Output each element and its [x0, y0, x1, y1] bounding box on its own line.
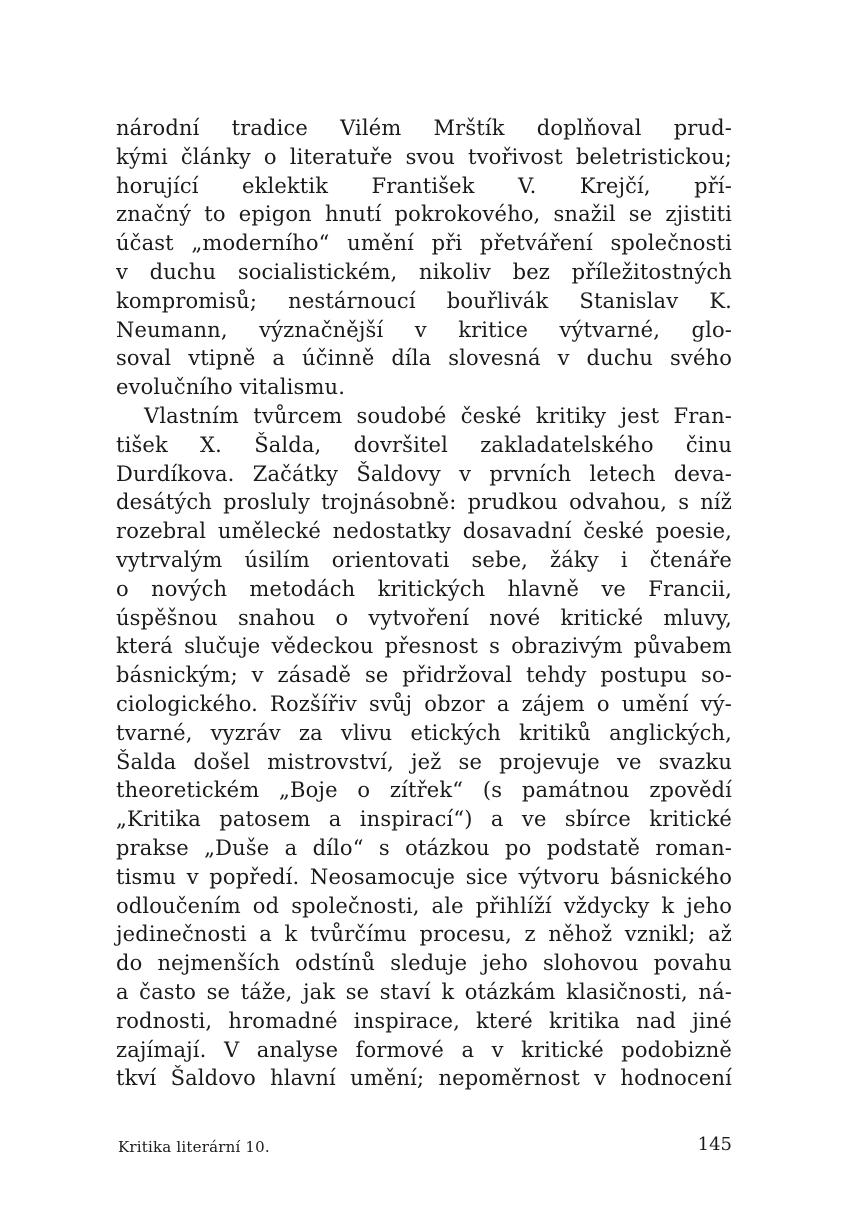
text-line: značný to epigon hnutí pokrokového, snažil se zjistiti — [116, 202, 732, 227]
text-line: soval vtipně a účinně díla slovesná v duchu svého — [116, 346, 732, 371]
text-line: do nejmenších odstínů sleduje jeho slohovou povahu — [116, 951, 732, 976]
body-text — [116, 114, 732, 1093]
text-line: Durdíkova. Začátky Šaldovy v prvních letech deva- — [116, 461, 732, 486]
page-number: 145 — [697, 1134, 732, 1155]
text-line: desátých prosluly trojnásobně: prudkou odvahou, s níž — [116, 490, 732, 515]
text-line: ciologického. Rozšířiv svůj obzor a zájem o umění vý- — [116, 691, 732, 716]
text-line: horující eklektik František V. Krejčí, pří- — [116, 173, 732, 198]
text-line: evolučního vitalismu. — [116, 375, 346, 400]
text-line: Vlastním tvůrcem soudobé české kritiky jest Fran- — [144, 403, 732, 428]
printer-signature: Kritika literární 10. — [118, 1138, 270, 1156]
text-line: rozebral umělecké nedostatky dosavadní české poesie, — [116, 519, 732, 544]
text-line: tkví Šaldovo hlavní umění; nepoměrnost v hodnocení — [116, 1066, 732, 1091]
text-line: zajímají. V analyse formové a v kritické podobizně — [116, 1037, 732, 1062]
text-line: Neumann, význačnější v kritice výtvarné, glo- — [116, 317, 732, 342]
text-line: rodnosti, hromadné inspirace, které kritika nad jiné — [116, 1008, 732, 1033]
text-line: odloučením od společnosti, ale přihlíží vždycky k jeho — [116, 893, 732, 918]
text-line: básnickým; v zásadě se přidržoval tehdy postupu so- — [116, 663, 732, 688]
text-line: úspěšnou snahou o vytvoření nové kritické mluvy, — [116, 605, 732, 630]
text-line: v duchu socialistickém, nikoliv bez příležitostných — [116, 259, 732, 284]
text-line: národní tradice Vilém Mrštík doplňoval prud- — [116, 116, 732, 140]
text-line: Šalda došel mistrovství, jež se projevuje ve svazku — [116, 749, 732, 774]
text-line: o nových metodách kritických hlavně ve Francii, — [116, 576, 732, 601]
text-line: která slučuje vědeckou přesnost s obrazivým půvabem — [116, 634, 732, 659]
text-line: tišek X. Šalda, dovršitel zakladatelského činu — [116, 432, 732, 457]
text-line: tvarné, vyzráv za vlivu etických kritiků anglických, — [116, 720, 732, 745]
text-line: a často se táže, jak se staví k otázkám klasičnosti, ná- — [116, 979, 732, 1004]
text-line: vytrvalým úsilím orientovati sebe, žáky i čtenáře — [116, 547, 732, 572]
text-line: theoretickém „Boje o zítřek“ (s památnou zpovědí — [116, 778, 732, 803]
text-line: kompromisů; nestárnoucí bouřlivák Stanislav K. — [116, 288, 732, 313]
text-line: tismu v popředí. Neosamocuje sice výtvoru básnického — [116, 864, 732, 889]
text-line: „Kritika patosem a inspirací“) a ve sbírce kritické — [116, 807, 732, 832]
text-line: účast „moderního“ umění při přetváření společnosti — [116, 231, 732, 256]
text-line: kými články o literatuře svou tvořivost beletristickou; — [116, 144, 732, 169]
text-line: jedinečnosti a k tvůrčímu procesu, z něhož vznikl; až — [116, 922, 732, 947]
text-line: prakse „Duše a dílo“ s otázkou po podstatě roman- — [116, 835, 732, 860]
